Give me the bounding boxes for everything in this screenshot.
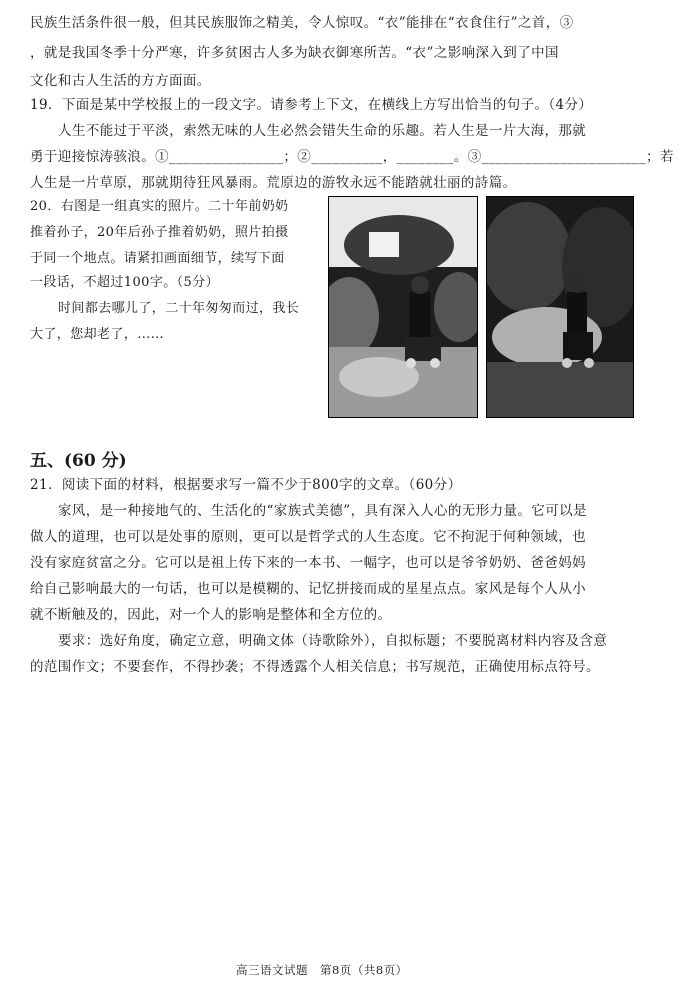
q20-line-6: 大了，您却老了，…… [30, 327, 165, 342]
q19-text-line-3: 人生是一片草原，那就期待狂风暴雨。荒原边的游牧永远不能踏就壮丽的詩篇。 [30, 175, 517, 191]
intro-line-1: 民族生活条件很一般，但其民族服饰之精美，令人惊叹。“衣”能排在“衣食住行”之首，③ [30, 15, 574, 31]
section-5-heading: 五、(60 分) [30, 451, 127, 471]
intro-line-2: ，就是我国冬季十分严寒，许多贫困古人多为缺衣御寒所苦。“衣”之影响深入到了中国 [30, 45, 559, 61]
photo-twenty-years-ago-image [329, 197, 477, 417]
q20-line-5: 时间都去哪儿了，二十年匆匆而过，我长 [58, 301, 300, 316]
q21-requirement-line-2: 的范围作文；不要套作，不得抄袭；不得透露个人相关信息；书写规范，正确使用标点符号。 [30, 659, 600, 675]
q21-material-line-3: 没有家庭贫富之分。它可以是祖上传下来的一本书、一幅字，也可以是爷爷奶奶、爸爸妈妈 [30, 555, 586, 571]
q20-line-3: 于同一个地点。请紧扣画面细节，续写下面 [30, 251, 285, 266]
photo-twenty-years-later-image [487, 197, 633, 417]
intro-line-3: 文化和古人生活的方方面面。 [30, 73, 211, 89]
q19-text-line-1: 人生不能过于平淡，索然无味的人生必然会错失生命的乐趣。若人生是一片大海，那就 [58, 123, 587, 139]
photo-twenty-years-later [486, 196, 634, 418]
photo-twenty-years-ago [328, 196, 478, 418]
q20-line-2: 推着孙子，20年后孙子推着奶奶，照片拍摄 [30, 225, 289, 240]
q21-material-line-4: 给自己影响最大的一句话，也可以是模糊的、记忆拼接而成的星星点点。家风是每个人从小 [30, 581, 586, 597]
q19-stem: 19．下面是某中学校报上的一段文字。请参考上下文，在横线上方写出恰当的句子。（4分） [30, 97, 593, 113]
q21-material-line-2: 做人的道理，也可以是处事的原则，更可以是哲学式的人生态度。它不拘泥于何种领域，也 [30, 529, 586, 545]
q19-text-line-2: 勇于迎接惊涛骇浪。①________________；②__________，________。③_______________________；若 [30, 149, 674, 165]
q21-material-line-1: 家风，是一种接地气的、生活化的“家族式美德”，具有深入人心的无形力量。它可以是 [58, 503, 587, 519]
q21-requirement-line-1: 要求：选好角度，确定立意，明确文体（诗歌除外），自拟标题；不要脱离材料内容及含意 [58, 633, 608, 649]
q21-material-line-5: 就不断触及的，因此，对一个人的影响是整体和全方位的。 [30, 607, 392, 623]
page-footer: 高三语文试题 第8页（共8页） [236, 963, 408, 977]
q20-line-4: 一段话，不超过100字。（5分） [30, 275, 219, 290]
q21-stem: 21．阅读下面的材料，根据要求写一篇不少于800字的文章。（60分） [30, 477, 462, 493]
q20-line-1: 20．右图是一组真实的照片。二十年前奶奶 [30, 199, 289, 214]
